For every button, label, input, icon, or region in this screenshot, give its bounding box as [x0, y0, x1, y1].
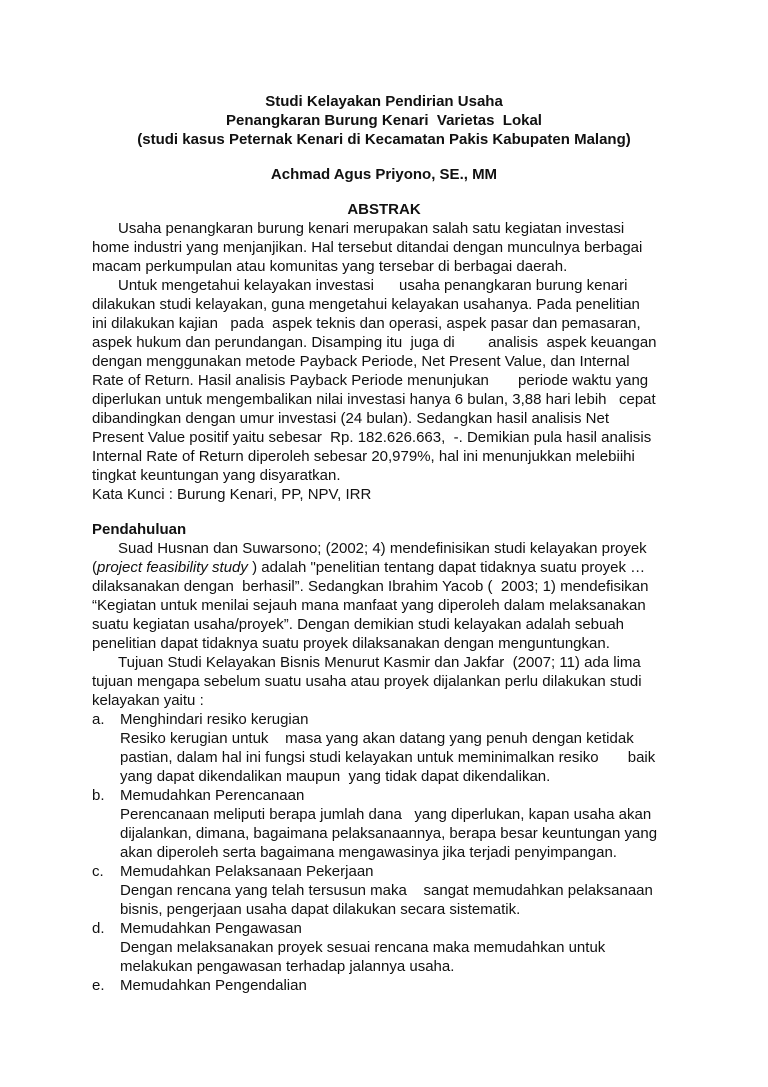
intro-line-with-italic — [92, 558, 645, 577]
list-item-line: dijalankan, dimana, bagaimana pelaksanaannya, berapa besar keuntungan yang — [120, 825, 658, 842]
abstract-line: home industri yang menjanjikan. Hal tersebut ditandai dengan munculnya berbagai — [92, 239, 643, 256]
abstract-line: aspek hukum dan perundangan. Disamping itu juga di analisis aspek keuangan — [92, 334, 657, 351]
intro-line: kelayakan yaitu : — [92, 692, 204, 709]
intro-line: penelitian dapat tidaknya suatu proyek dilaksanakan dengan menguntungkan. — [92, 635, 610, 652]
list-item-line: pastian, dalam hal ini fungsi studi kelayakan untuk meminimalkan resiko baik — [120, 749, 656, 766]
list-item-line: yang dapat dikendalikan maupun yang tidak dapat dikendalikan. — [120, 768, 551, 785]
intro-line: Tujuan Studi Kelayakan Bisnis Menurut Kasmir dan Jakfar (2007; 11) ada lima — [118, 654, 641, 671]
list-item-line: Dengan melaksanakan proyek sesuai rencana maka memudahkan untuk — [120, 939, 606, 956]
section-heading-introduction: Pendahuluan — [92, 521, 187, 538]
list-item-title: Menghindari resiko kerugian — [120, 711, 309, 728]
author-name: Achmad Agus Priyono, SE., MM — [270, 166, 498, 183]
abstract-line: Rate of Return. Hasil analisis Payback Periode menunjukan periode waktu yang — [92, 372, 649, 389]
intro-line: tujuan mengapa sebelum suatu usaha atau proyek dijalankan perlu dilakukan studi — [92, 673, 642, 690]
intro-line-rest: ) adalah "penelitian tentang dapat tidaknya suatu proyek … — [247, 559, 646, 576]
list-item-title: Memudahkan Perencanaan — [120, 787, 305, 804]
list-label: a. — [92, 711, 105, 728]
paper-title: Studi Kelayakan Pendirian Usaha — [265, 93, 503, 110]
paren-open: ( — [92, 559, 97, 576]
abstract-line: Untuk mengetahui kelayakan investasi usaha penangkaran burung kenari — [118, 277, 628, 294]
paper-case-study: (studi kasus Peternak Kenari di Kecamatan Pakis Kabupaten Malang) — [137, 131, 631, 148]
paper-subtitle: Penangkaran Burung Kenari Varietas Lokal — [226, 112, 542, 129]
intro-line: Suad Husnan dan Suwarsono; (2002; 4) mendefinisikan studi kelayakan proyek — [118, 540, 647, 557]
italic-term: project feasibility study — [97, 559, 248, 576]
abstract-heading: ABSTRAK — [347, 201, 421, 218]
intro-line: dilaksanakan dengan berhasil”. Sedangkan Ibrahim Yacob ( 2003; 1) mendefisikan — [92, 578, 649, 595]
abstract-line: Internal Rate of Return diperoleh sebesar 20,979%, hal ini menunjukkan melebiihi — [92, 448, 635, 465]
list-item-line: Resiko kerugian untuk masa yang akan datang yang penuh dengan ketidak — [120, 730, 634, 747]
list-label: c. — [92, 863, 104, 880]
abstract-line: dilakukan studi kelayakan, guna mengetahui kelayakan usahanya. Pada penelitian — [92, 296, 640, 313]
abstract-line: dibandingkan dengan umur investasi (24 bulan). Sedangkan hasil analisis Net — [92, 410, 610, 427]
abstract-line: diperlukan untuk mengembalikan nilai investasi hanya 6 bulan, 3,88 hari lebih cepat — [92, 391, 656, 408]
abstract-line: Present Value positif yaitu sebesar Rp. 182.626.663, -. Demikian pula hasil analisis — [92, 429, 652, 446]
keywords: Kata Kunci : Burung Kenari, PP, NPV, IRR — [92, 486, 372, 503]
list-item-title: Memudahkan Pengawasan — [120, 920, 302, 937]
list-item-title: Memudahkan Pengendalian — [120, 977, 307, 994]
abstract-line: dengan menggunakan metode Payback Periode, Net Present Value, dan Internal — [92, 353, 630, 370]
list-label: b. — [92, 787, 105, 804]
list-item-line: Dengan rencana yang telah tersusun maka sangat memudahkan pelaksanaan — [120, 882, 653, 899]
list-label: d. — [92, 920, 105, 937]
intro-line: “Kegiatan untuk menilai sejauh mana manfaat yang diperoleh dalam melaksanakan — [92, 597, 646, 614]
list-label: e. — [92, 977, 105, 994]
list-item-line: melakukan pengawasan terhadap jalannya usaha. — [120, 958, 455, 975]
list-item-line: akan diperoleh serta bagaimana mengawasinya jika terjadi penyimpangan. — [120, 844, 617, 861]
intro-line: suatu kegiatan usaha/proyek”. Dengan demikian studi kelayakan adalah sebuah — [92, 616, 625, 633]
list-item-line: bisnis, pengerjaan usaha dapat dilakukan secara sistematik. — [120, 901, 521, 918]
abstract-line: macam perkumpulan atau komunitas yang tersebar di berbagai daerah. — [92, 258, 568, 275]
abstract-line: ini dilakukan kajian pada aspek teknis dan operasi, aspek pasar dan pemasaran, — [92, 315, 641, 332]
list-item-line: Perencanaan meliputi berapa jumlah dana yang diperlukan, kapan usaha akan — [120, 806, 652, 823]
abstract-line: tingkat keuntungan yang disyaratkan. — [92, 467, 341, 484]
list-item-title: Memudahkan Pelaksanaan Pekerjaan — [120, 863, 374, 880]
abstract-line: Usaha penangkaran burung kenari merupakan salah satu kegiatan investasi — [118, 220, 625, 237]
